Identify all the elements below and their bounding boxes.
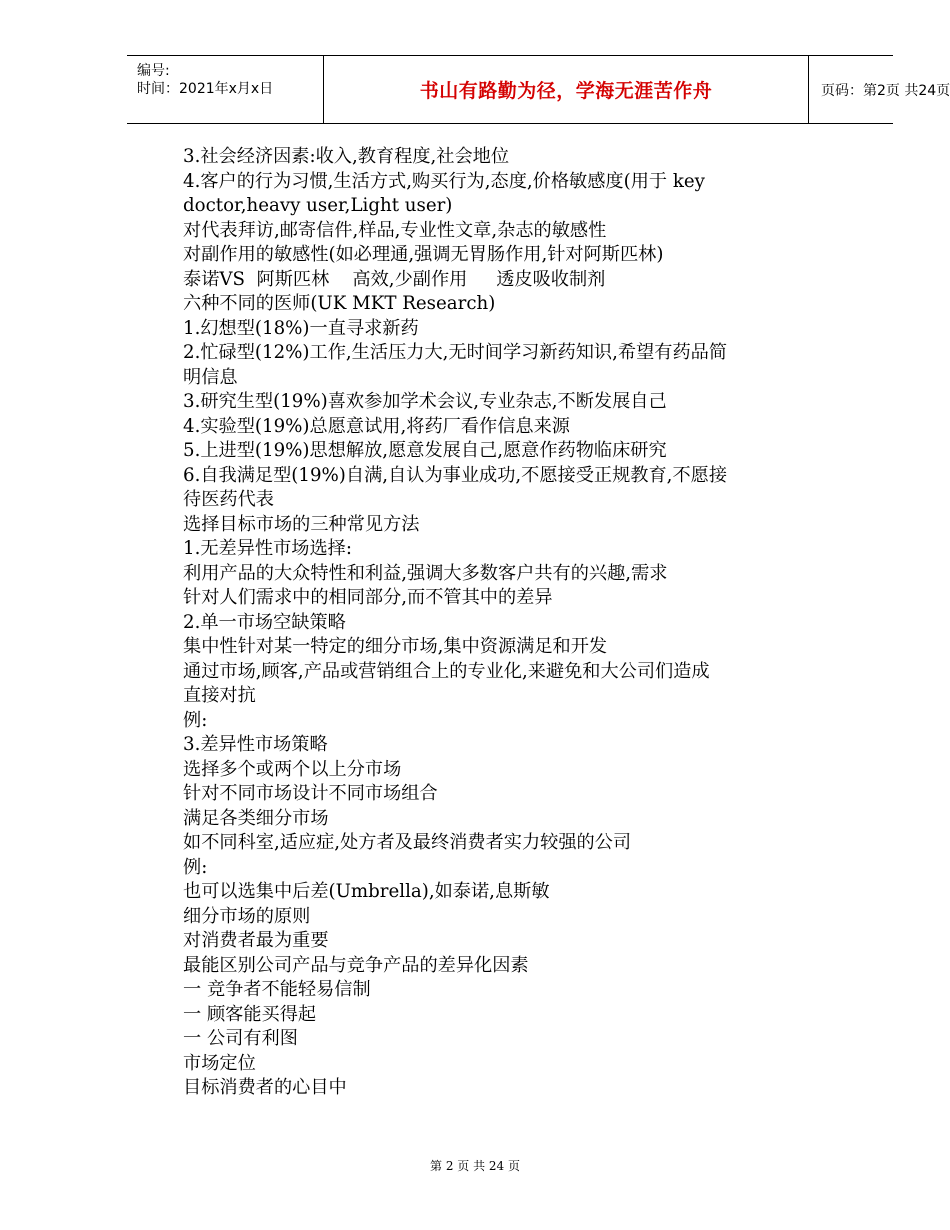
text-line: 4.实验型(19%)总愿意试用,将药厂看作信息来源 [183,415,570,437]
text-line: 利用产品的大众特性和利益,强调大多数客户共有的兴趣,需求 [183,562,668,584]
text-line: 3.差异性市场策略 [183,734,328,755]
text-line: 针对人们需求中的相同部分,而不管其中的差异 [183,587,553,608]
text-line: 6.自我满足型(19%)自满,自认为事业成功,不愿接受正规教育,不愿接 [183,464,728,486]
text-line: 例: [183,709,208,731]
text-line: 也可以选集中后差(Umbrella),如泰诺,息斯敏 [183,881,550,902]
header-page-info: 页码：第2页 共24页 [821,82,950,99]
text-line: 泰诺VS 阿斯匹林 高效,少副作用 透皮吸收制剂 [183,268,606,290]
text-line: 满足各类细分市场 [183,807,329,829]
text-line: 最能区别公司产品与竞争产品的差异化因素 [183,954,529,976]
text-line: 对代表拜访,邮寄信件,样品,专业性文章,杂志的敏感性 [183,219,607,241]
text-line: 1.幻想型(18%)一直寻求新药 [183,317,419,339]
text-line: 六种不同的医师(UK MKT Research) [183,293,496,314]
text-line: 目标消费者的心目中 [183,1077,347,1098]
text-line: 通过市场,顾客,产品或营销组合上的专业化,来避免和大公司们造成 [183,660,710,682]
text-line: 集中性针对某一特定的细分市场,集中资源满足和开发 [183,636,608,657]
text-line: 3.社会经济因素:收入,教育程度,社会地位 [183,146,510,167]
page-footer: 第 2 页 共 24 页 [430,1159,520,1173]
header-meta-cell [127,56,323,123]
text-line: 一 公司有利图 [183,1028,298,1049]
document-header [127,55,950,124]
text-line: doctor,heavy user,Light user) [183,195,453,216]
text-line: 2.单一市场空缺策略 [183,611,346,633]
text-line: 细分市场的原则 [183,905,311,927]
document-body [183,145,863,1101]
header-motto-cell [323,56,809,123]
document-time-label: 时间：2021年x月x日 [137,81,274,97]
text-line: 选择多个或两个以上分市场 [183,758,402,780]
text-line: 对副作用的敏感性(如必理通,强调无胃肠作用,针对阿斯匹林) [183,244,664,265]
text-line: 一 竞争者不能轻易信制 [183,979,371,1000]
text-line: 一 顾客能买得起 [183,1003,317,1025]
text-line: 市场定位 [183,1052,256,1074]
text-line: 如不同科室,适应症,处方者及最终消费者实力较强的公司 [183,832,632,853]
text-line: 1.无差异性市场选择: [183,538,352,559]
text-line: 对消费者最为重要 [183,930,329,951]
text-line: 4.客户的行为习惯,生活方式,购买行为,态度,价格敏感度(用于 key [183,170,705,192]
text-line: 5.上进型(19%)思想解放,愿意发展自己,愿意作药物临床研究 [183,440,667,461]
header-page-cell [809,56,950,123]
text-line: 针对不同市场设计不同市场组合 [183,783,438,804]
text-line: 待医药代表 [183,489,274,510]
text-line: 3.研究生型(19%)喜欢参加学术会议,专业杂志,不断发展自己 [183,391,667,412]
document-number-label: 编号: [137,63,170,79]
text-line: 选择目标市场的三种常见方法 [183,513,420,535]
text-line: 例: [183,856,208,878]
header-motto: 书山有路勤为径，学海无涯苦作舟 [419,80,713,102]
text-line: 明信息 [183,366,238,388]
text-line: 2.忙碌型(12%)工作,生活压力大,无时间学习新药知识,希望有药品简 [183,342,728,363]
text-line: 直接对抗 [183,685,256,706]
